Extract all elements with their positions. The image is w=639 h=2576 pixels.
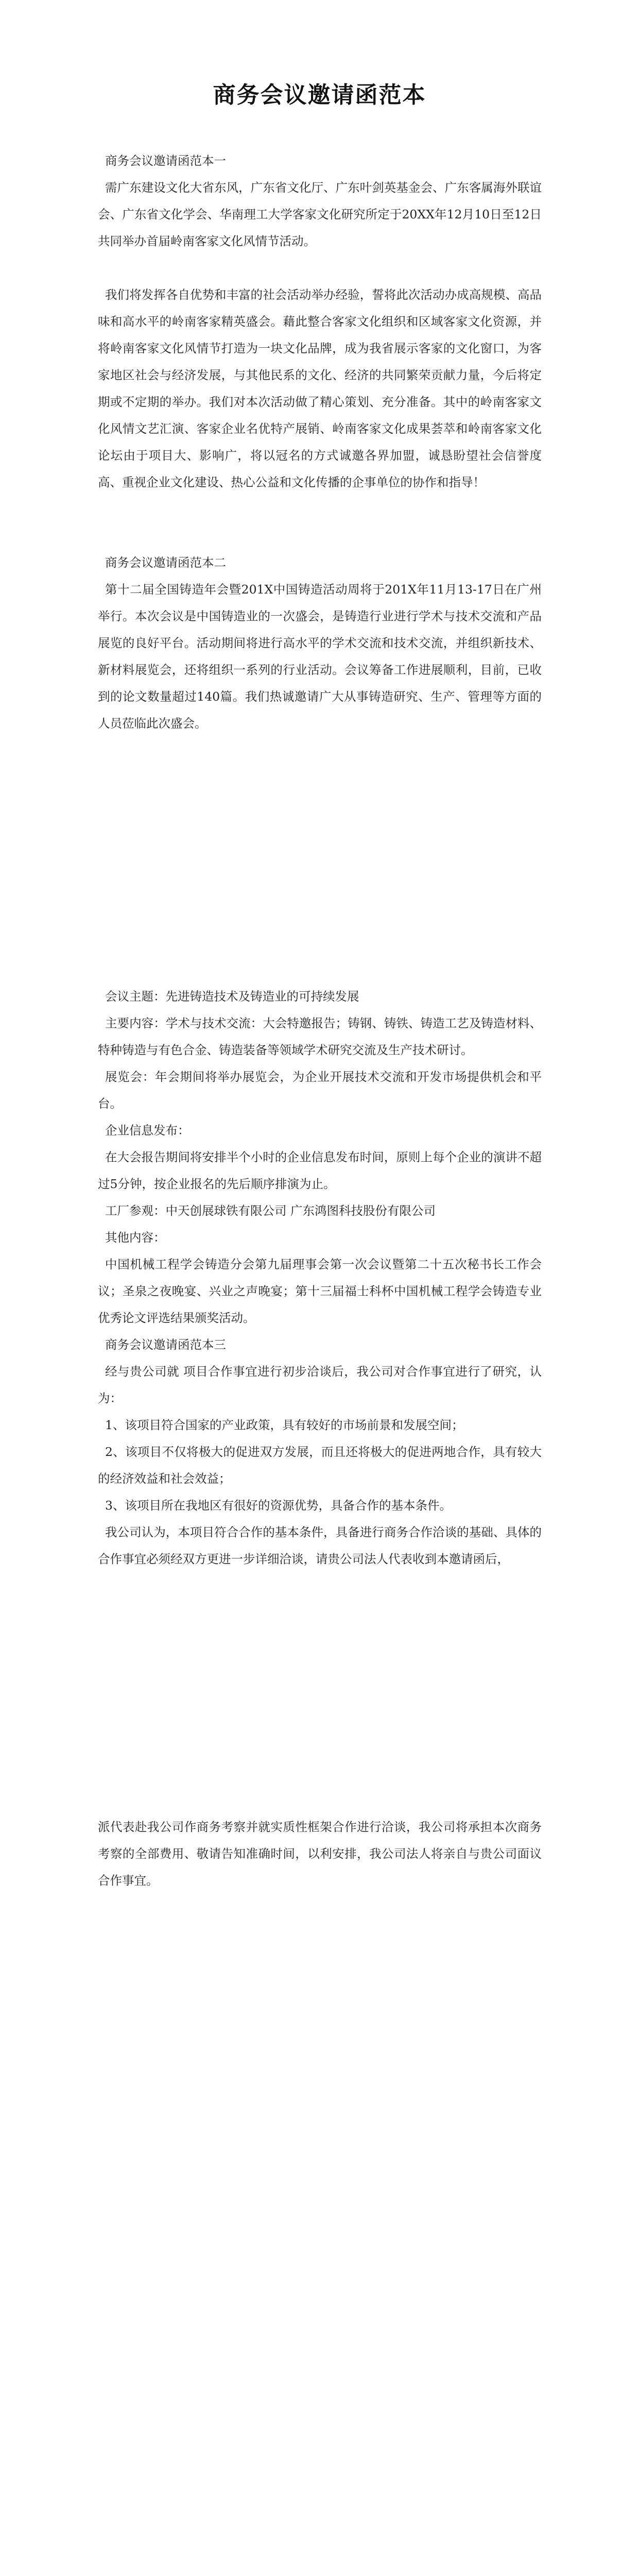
paragraph-factory-visit: 工厂参观：中天创展球铁有限公司 广东鸿图科技股份有限公司	[105, 1204, 436, 1218]
paragraph-exhibition: 展览会：年会期间将举办展览会，为企业开展技术交流和开发市场提供机会和平台。	[98, 1070, 542, 1111]
paragraph-enterprise-info: 在大会报告期间将安排半个小时的企业信息发布时间，原则上每个企业的演讲不超过5分钟，按企业报名的先后顺序排演为止。	[98, 1150, 542, 1191]
paragraph-other-content: 中国机械工程学会铸造分会第九届理事会第一次会议暨第二十五次秘书长工作会议；圣泉之夜晚宴、兴业之声晚宴；第十三届福士科杯中国机械工程学会铸造专业优秀论文评选结果颁奖活动。	[98, 1257, 542, 1325]
paragraph-main-content: 主要内容：学术与技术交流：大会特邀报告；铸钢、铸铁、铸造工艺及铸造材料、特种铸造与有色合金、铸造装备等领域学术研究交流及生产技术研讨。	[98, 1016, 542, 1057]
paragraph-closing: 派代表赴我公司作商务考察并就实质性框架合作进行洽谈，我公司将承担本次商务考察的全部费用、敬请告知准确时间，以利安排，我公司法人将亲自与贵公司面议合作事宜。	[98, 1820, 542, 1888]
section-heading-two: 商务会议邀请函范本二	[105, 555, 226, 570]
paragraph-other-heading: 其他内容：	[105, 1230, 166, 1245]
paragraph-invitation-three: 经与贵公司就 项目合作事宜进行初步洽谈后，我公司对合作事宜进行了研究，认为：	[98, 1364, 542, 1405]
section-heading-three: 商务会议邀请函范本三	[105, 1337, 226, 1352]
paragraph-invitation-two: 第十二届全国铸造年会暨201X中国铸造活动周将于201X年11月13-17日在广州举行。本次会议是中国铸造业的一次盛会，是铸造行业进行学术与技术交流和产品展览的良好平台。活动期间将进行高水平的学术交流和技术交流，并组织新技术、新材料展览会，还将组织一系列的行业活动。会议筹备工作进展顺利，目前，已收到的论文数量超过140篇。我们热诚邀请广大从事铸造研究、生产、管理等方面的人员莅临此次盛会。	[98, 582, 542, 731]
paragraph-enterprise-info-heading: 企业信息发布：	[105, 1123, 190, 1138]
section-heading-one: 商务会议邀请函范本一	[105, 154, 226, 168]
list-item-two: 2、该项目不仅将极大的促进双方发展，而且还将极大的促进两地合作，具有较大的经济效益和社会效益；	[98, 1445, 542, 1486]
list-item-three: 3、该项目所在我地区有很好的资源优势，具备合作的基本条件。	[105, 1498, 452, 1513]
paragraph-meeting-theme: 会议主题：先进铸造技术及铸造业的可持续发展	[105, 989, 359, 1004]
paragraph-conclusion: 我公司认为，本项目符合合作的基本条件，具备进行商务合作洽谈的基础、具体的合作事宜必须经双方更进一步详细洽谈，请贵公司法人代表收到本邀请函后，	[98, 1525, 542, 1566]
page-title: 商务会议邀请函范本	[213, 82, 426, 108]
list-item-one: 1、该项目符合国家的产业政策，具有较好的市场前景和发展空间；	[105, 1418, 464, 1432]
paragraph-invitation-one: 需广东建设文化大省东风，广东省文化厅、广东叶剑英基金会、广东客属海外联谊会、广东省文化学会、华南理工大学客家文化研究所定于20XX年12月10日至12日共同举办首届岭南客家文化风情节活动。	[98, 180, 542, 248]
paragraph-event-description: 我们将发挥各自优势和丰富的社会活动举办经验，誓将此次活动办成高规模、高品味和高水平的岭南客家精英盛会。藉此整合客家文化组织和区域客家文化资源，并将岭南客家文化风情节打造为一块文化品牌，成为我省展示客家的文化窗口，为客家地区社会与经济发展，与其他民系的文化、经济的共同繁荣贡献力量，今后将定期或不定期的举办。我们对本次活动做了精心策划、充分准备。其中的岭南客家文化风情文艺汇演、客家企业名优特产展销、岭南客家文化成果荟萃和岭南客家文化论坛由于项目大、影响广，将以冠名的方式诚邀各界加盟，诚恳盼望社会信誉度高、重视企业文化建设、热心公益和文化传播的企事单位的协作和指导！	[98, 287, 542, 489]
